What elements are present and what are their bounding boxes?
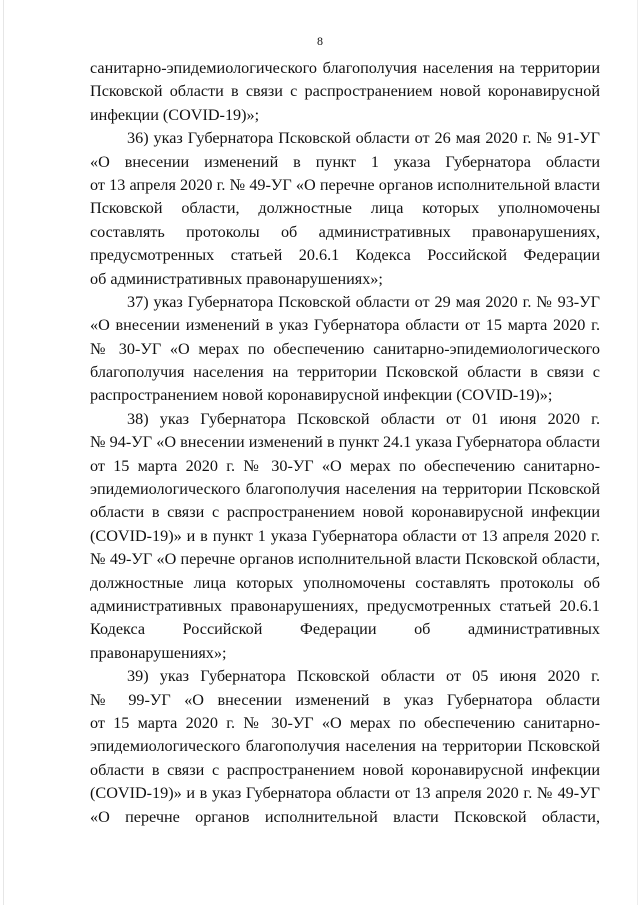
text-line: 36) указ Губернатора Псковской области от 26 мая 2020 г. № 91-УГ: [127, 129, 600, 148]
text-line: № 99-УГ «О внесении изменений в указ Губернатора области: [90, 690, 600, 709]
text-line: «О внесении изменений в указ Губернатора области от 15 марта 2020 г.: [90, 316, 600, 335]
text-line: (COVID-19)» и в пункт 1 указа Губернатора области от 13 апреля 2020 г.: [90, 526, 600, 545]
text-line: благополучия населения на территории Псковской области в связи с: [90, 363, 600, 382]
page-number: 8: [317, 34, 323, 48]
text-line: 38) указ Губернатора Псковской области от 01 июня 2020 г.: [127, 409, 600, 428]
text-line: Псковской области, должностные лица которых уполномочены: [90, 199, 600, 218]
text-line: № 94-УГ «О внесении изменений в пункт 24.1 указа Губернатора области: [90, 433, 600, 452]
text-line: № 30-УГ «О мерах по обеспечению санитарно-эпидемиологического: [90, 339, 600, 358]
text-line: эпидемиологического благополучия населения на территории Псковской: [90, 737, 600, 756]
text-line: эпидемиологического благополучия населения на территории Псковской: [90, 480, 600, 499]
text-line: от 13 апреля 2020 г. № 49-УГ «О перечне органов исполнительной власти: [90, 175, 600, 194]
text-line: Псковской области в связи с распространением новой коронавирусной: [90, 82, 600, 101]
text-line: Кодекса Российской Федерации об административных: [90, 620, 600, 639]
text-line: инфекции (COVID-19)»;: [90, 105, 260, 124]
text-line: (COVID-19)» и в указ Губернатора области от 13 апреля 2020 г. № 49-УГ: [90, 784, 600, 803]
text-line: распространением новой коронавирусной инфекции (COVID-19)»;: [90, 386, 553, 405]
text-line: правонарушениях»;: [90, 643, 227, 662]
scan-edge-left: [3, 0, 4, 905]
text-line: 39) указ Губернатора Псковской области от 05 июня 2020 г.: [127, 667, 600, 686]
text-line: об административных правонарушениях»;: [90, 269, 383, 288]
text-line: «О внесении изменений в пункт 1 указа Губернатора области: [90, 152, 600, 171]
text-line: составлять протоколы об административных правонарушениях,: [90, 222, 600, 241]
text-line: области в связи с распространением новой коронавирусной инфекции: [90, 503, 600, 522]
text-line: области в связи с распространением новой коронавирусной инфекции: [90, 760, 600, 779]
text-line: 37) указ Губернатора Псковской области от 29 мая 2020 г. № 93-УГ: [127, 292, 600, 311]
text-line: от 15 марта 2020 г. № 30-УГ «О мерах по обеспечению санитарно-: [90, 713, 600, 732]
scan-edge-right: [637, 0, 638, 905]
text-line: должностные лица которых уполномочены составлять протоколы об: [90, 573, 600, 592]
text-line: предусмотренных статьей 20.6.1 Кодекса Российской Федерации: [90, 246, 600, 265]
document-body: [90, 57, 600, 829]
text-line: от 15 марта 2020 г. № 30-УГ «О мерах по обеспечению санитарно-: [90, 456, 600, 475]
text-line: «О перечне органов исполнительной власти Псковской области,: [90, 807, 600, 826]
text-line: № 49-УГ «О перечне органов исполнительной власти Псковской области,: [90, 550, 600, 569]
text-line: административных правонарушениях, предусмотренных статьей 20.6.1: [90, 596, 600, 615]
text-line: санитарно-эпидемиологического благополучия населения на территории: [90, 59, 600, 77]
